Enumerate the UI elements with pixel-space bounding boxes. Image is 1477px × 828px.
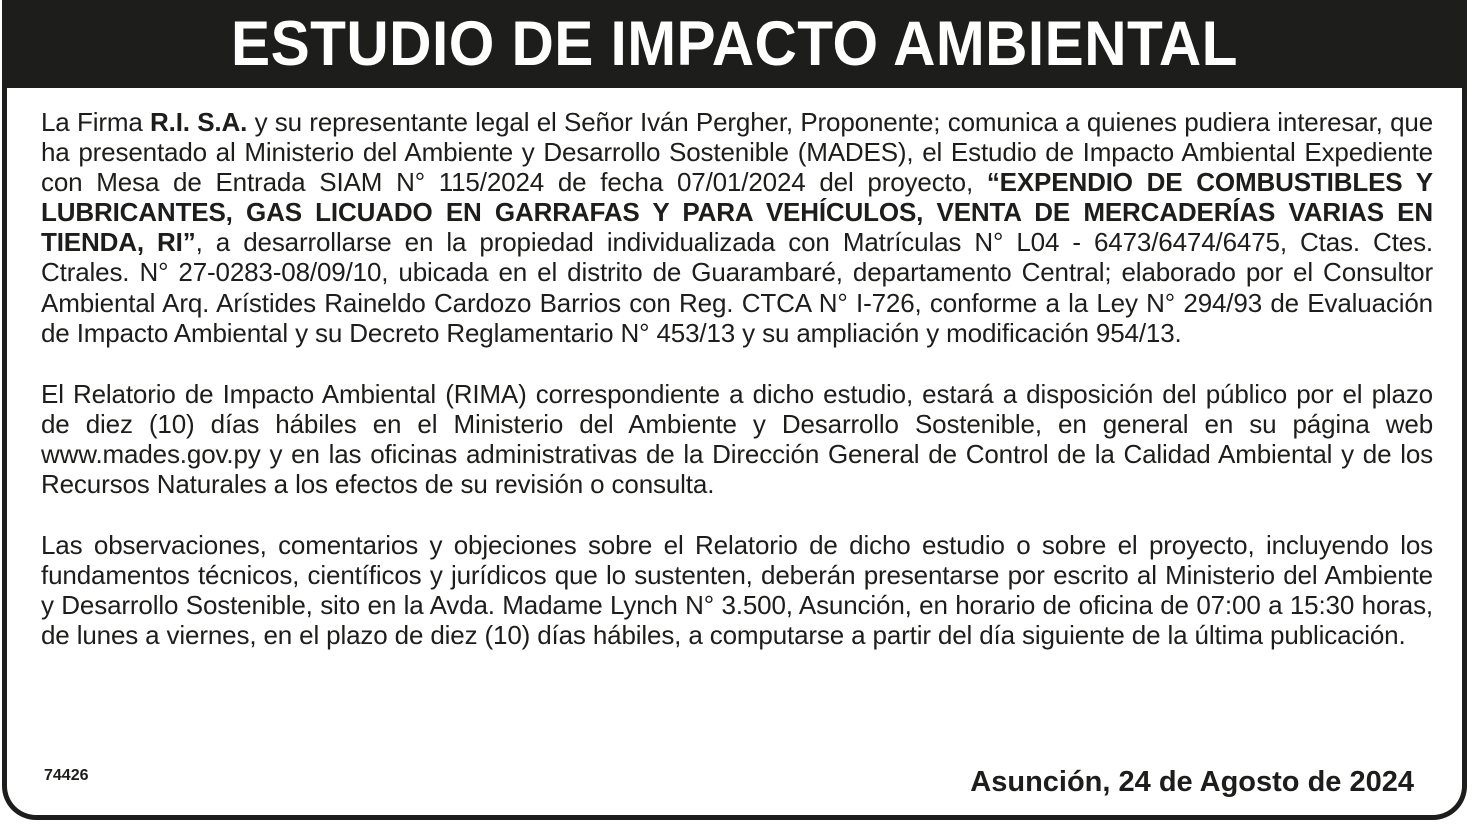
firm-name: R.I. S.A. [150,107,248,137]
paragraph-announcement [41,107,1433,348]
project-name: “EXPENDIO DE COMBUSTIBLES Y LUBRICANTES, GAS LICUADO EN GARRAFAS Y PARA VEHÍCULOS, VENTA DE MERCADERÍAS VARIAS EN TIENDA, RI” [41,167,1433,258]
place-and-date: Asunción, 24 de Agosto de 2024 [970,766,1414,798]
reference-number: 74426 [44,767,89,784]
notice-title: ESTUDIO DE IMPACTO AMBIENTAL [231,9,1238,79]
public-notice [2,0,1467,820]
text-segment: y su representante legal el Señor Iván Pergher, Proponente; comunica a quienes pudiera interesar, que ha presentado al Ministerio del Ambiente y Desarrollo Sostenible (MADES), el Estudio de Impacto Ambiental Expediente con Mesa de Entrada SIAM N° 115/2024 de fecha 07/01/2024 del proyecto, [41,107,1434,198]
paragraph-rima-availability: El Relatorio de Impacto Ambiental (RIMA) correspondiente a dicho estudio, estará a disposición del público por el plazo de diez (10) días hábiles en el Ministerio del Ambiente y Desarrollo Sostenible, en general en su página web www.mades.gov.py y en las oficinas administrativas de la Dirección General de Control de la Calidad Ambiental y de los Recursos Naturales a los efectos de su revisión o consulta. [41,378,1433,500]
notice-body [41,107,1433,682]
notice-header [7,0,1462,88]
text-segment: , a desarrollarse en la propiedad individualizada con Matrículas N° L04 - 6473/6474/6475, Ctas. Ctes. Ctrales. N° 27-0283-08/09/10, ubicada en el distrito de Guarambaré, departamento Central; elaborado por el Consultor Ambiental Arq. Arístides Raineldo Cardozo Barrios con Reg. CTCA N° I-726, conforme a la Ley N° 294/93 de Evaluación de Impacto Ambiental y su Decreto Reglamentario N° 453/13 y su ampliación y modificación 954/13. [41,227,1433,348]
text-segment: La Firma [41,107,151,137]
paragraph-observations: Las observaciones, comentarios y objeciones sobre el Relatorio de dicho estudio o sobre el proyecto, incluyendo los fundamentos técnicos, científicos y jurídicos que lo sustenten, deberán presentarse por escrito al Ministerio del Ambiente y Desarrollo Sostenible, sito en la Avda. Madame Lynch N° 3.500, Asunción, en horario de oficina de 07:00 a 15:30 horas, de lunes a viernes, en el plazo de diez (10) días hábiles, a computarse a partir del día siguiente de la última publicación. [41,530,1433,651]
